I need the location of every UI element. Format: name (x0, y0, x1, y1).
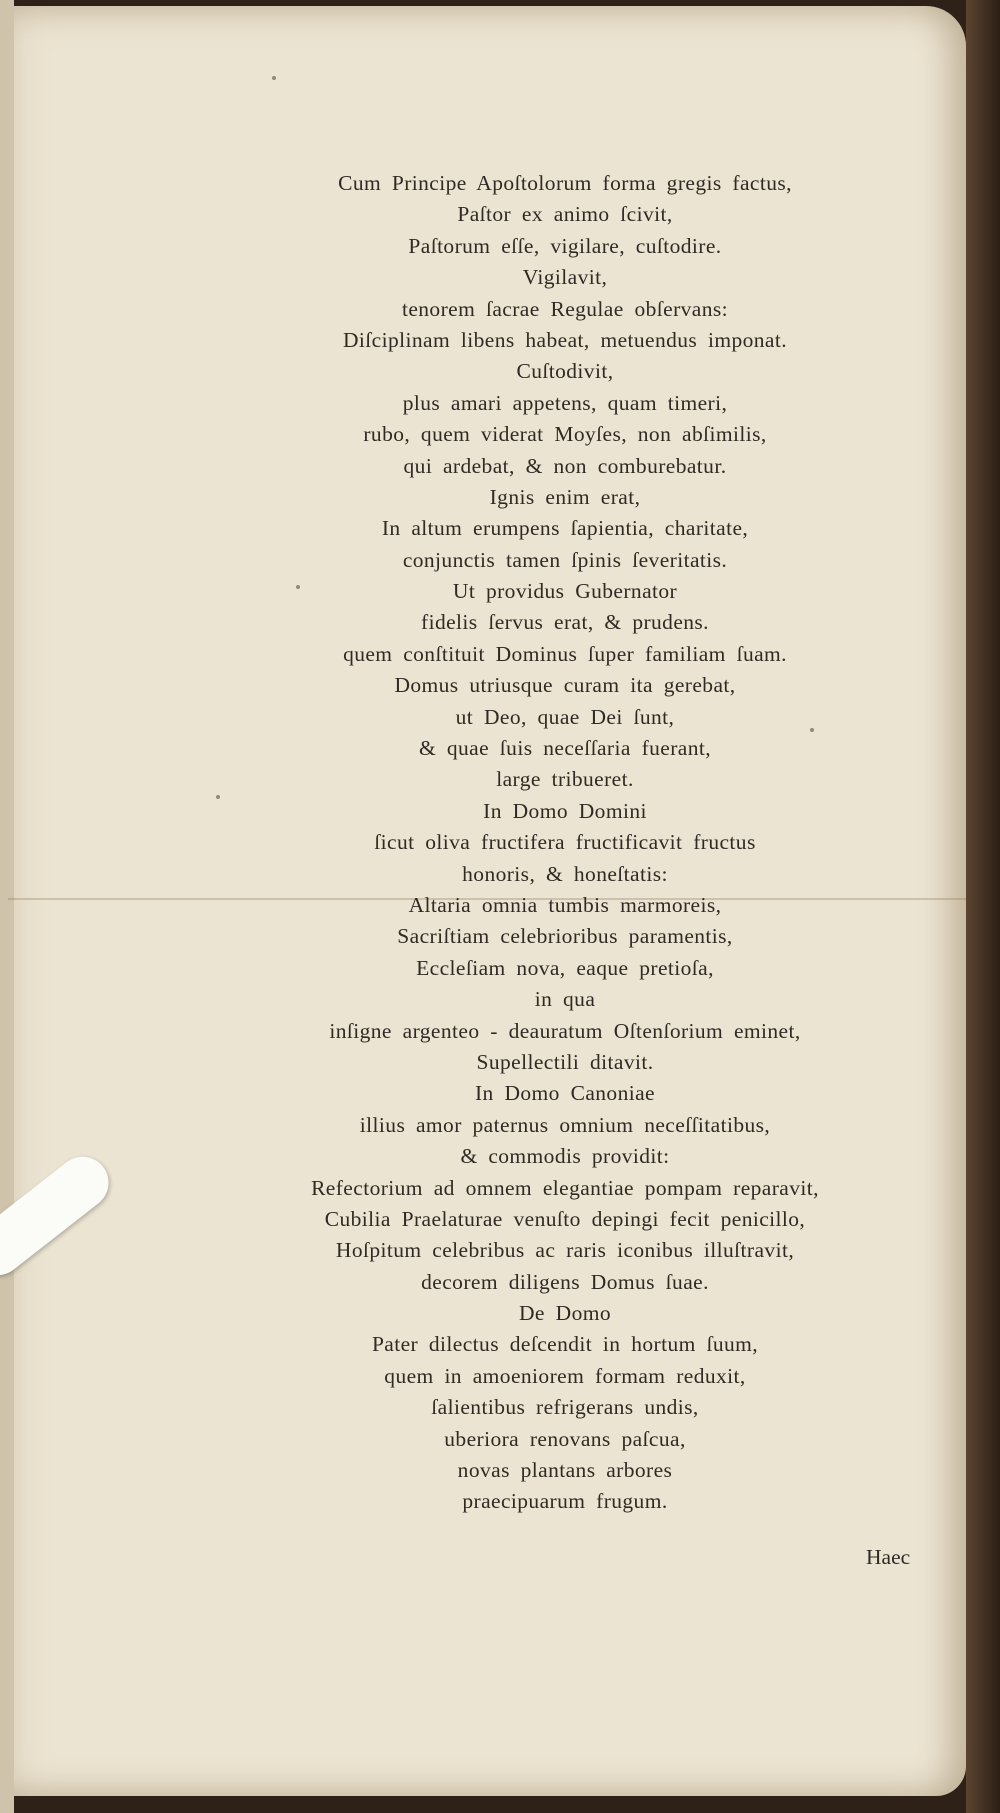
text-line: praecipuarum frugum. (462, 1489, 668, 1514)
text-line: Pater dilectus deſcendit in hortum ſuum, (371, 1332, 759, 1357)
text-line: Cuſtodivit, (516, 359, 614, 384)
text-line: Refectorium ad omnem elegantiae pompam reparavit, (311, 1175, 819, 1200)
text-line: decorem diligens Domus ſuae. (421, 1269, 709, 1294)
text-line: qui ardebat, & non comburebatur. (403, 453, 727, 478)
text-line: Altaria omnia tumbis marmoreis, (408, 892, 722, 917)
text-line: & quae ſuis neceſſaria fuerant, (418, 736, 712, 761)
text-line: Diſciplinam libens habeat, metuendus imponat. (342, 327, 788, 352)
verse-text-block (230, 168, 900, 1518)
text-line: large tribueret. (496, 767, 634, 792)
text-line: ſicut oliva fructifera fructificavit fructus (374, 830, 756, 855)
page-left-edge (0, 0, 14, 1813)
text-line: ut Deo, quae Dei ſunt, (455, 704, 675, 729)
text-line: ſalientibus refrigerans undis, (431, 1395, 699, 1420)
catchword: Haec (866, 1545, 911, 1569)
text-line: illius amor paternus omnium neceſſitatibus, (359, 1112, 771, 1137)
text-line: uberiora renovans paſcua, (444, 1426, 686, 1451)
text-line: Cum Principe Apoſtolorum forma gregis factus, (338, 171, 792, 195)
text-line: In Domo Domini (483, 798, 647, 823)
ink-speck (272, 76, 276, 80)
text-line: Paſtor ex animo ſcivit, (457, 202, 673, 227)
binding-edge (966, 0, 1000, 1813)
text-line: quem conſtituit Dominus ſuper familiam ſuam. (343, 641, 787, 666)
text-line: Supellectili ditavit. (476, 1049, 654, 1074)
text-line: Paſtorum eſſe, vigilare, cuſtodire. (408, 233, 722, 258)
text-line: & commodis providit: (460, 1144, 670, 1169)
text-line: Ignis enim erat, (489, 484, 641, 509)
text-line: rubo, quem viderat Moyſes, non abſimilis, (363, 422, 767, 447)
text-line: De Domo (519, 1301, 611, 1326)
text-line: tenorem ſacrae Regulae obſervans: (401, 296, 729, 321)
text-line: inſigne argenteo - deauratum Oſtenſorium eminet, (329, 1018, 801, 1043)
text-line: quem in amoeniorem formam reduxit, (384, 1363, 746, 1388)
text-line: In altum erumpens ſapientia, charitate, (381, 516, 749, 541)
text-line: fidelis ſervus erat, & prudens. (421, 610, 709, 635)
text-line: Domus utriusque curam ita gerebat, (394, 673, 736, 698)
text-line: in qua (534, 987, 596, 1012)
text-line: Eccleſiam nova, eaque pretioſa, (416, 955, 714, 980)
text-line: conjunctis tamen ſpinis ſeveritatis. (402, 547, 728, 572)
text-line: honoris, & honeſtatis: (462, 861, 668, 886)
text-line: Sacriſtiam celebrioribus paramentis, (397, 924, 733, 949)
ink-speck (216, 795, 220, 799)
text-line: Vigilavit, (522, 265, 608, 290)
text-line: Ut providus Gubernator (452, 579, 678, 604)
text-line: In Domo Canoniae (474, 1081, 655, 1106)
text-line: Hoſpitum celebribus ac raris iconibus illuſtravit, (335, 1238, 795, 1263)
text-line: Cubilia Praelaturae venuſto depingi fecit penicillo, (324, 1206, 806, 1231)
text-line: plus amari appetens, quam timeri, (402, 390, 728, 415)
text-line: novas plantans arbores (457, 1458, 673, 1483)
